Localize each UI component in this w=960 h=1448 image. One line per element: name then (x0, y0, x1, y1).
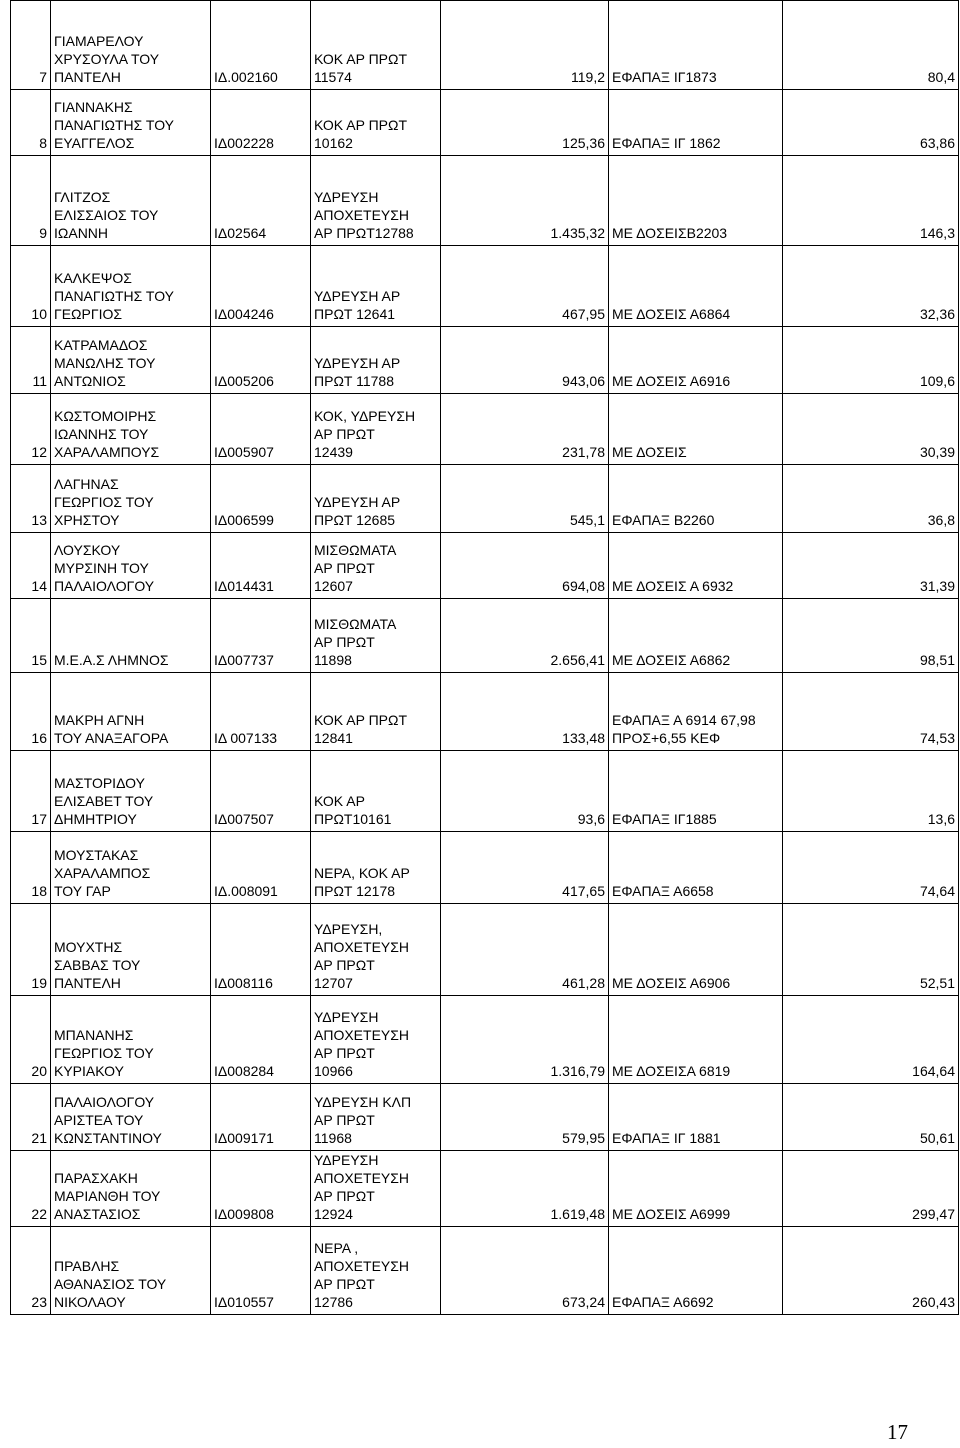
cell-line: ΕΦΑΠΑΞ Α 6914 67,98 (612, 712, 756, 728)
cell-line: ΑΠΟΧΕΤΕΥΣΗ (314, 1170, 410, 1186)
cell-line: ΕΦΑΠΑΞ ΙΓ 1862 (612, 135, 721, 151)
amount-cell: 545,1 (441, 465, 609, 533)
cell-line: ΠΑΝΤΕΛΗ (54, 69, 121, 85)
cell-line: ΓΛΙΤΖΟΣ (54, 189, 111, 205)
cell-line: ΥΔΡΕΥΣΗ ΑΡ (314, 355, 401, 371)
cell-line: ΜΟΥΧΤΗΣ (54, 939, 123, 955)
table-row (11, 1, 959, 90)
name-cell (51, 832, 211, 904)
payment-method-cell (609, 394, 783, 465)
payment-method-cell (609, 156, 783, 246)
cell-line: ΠΡΩΤ 12178 (314, 883, 396, 899)
fee-cell: 299,47 (783, 1151, 959, 1227)
description-cell (311, 327, 441, 394)
amount-cell: 579,95 (441, 1084, 609, 1151)
payment-method-cell (609, 465, 783, 533)
cell-line: ΜΕ ΔΟΣΕΙΣ (612, 444, 687, 460)
cell-line: ΠΡΑΒΛΗΣ (54, 1258, 120, 1274)
cell-line: ΣΑΒΒΑΣ ΤΟΥ (54, 957, 141, 973)
cell-line: ΚΟΚ ΑΡ (314, 793, 365, 809)
table-row (11, 246, 959, 327)
fee-cell: 36,8 (783, 465, 959, 533)
code-cell: ΙΔ004246 (211, 246, 311, 327)
cell-line: ΚΥΡΙΑΚΟΥ (54, 1063, 124, 1079)
code-cell: ΙΔ008116 (211, 904, 311, 996)
description-cell (311, 904, 441, 996)
code-cell: ΙΔ002228 (211, 90, 311, 156)
description-cell (311, 90, 441, 156)
name-cell (51, 1, 211, 90)
cell-line: ΧΑΡΑΛΑΜΠΟΣ (54, 865, 151, 881)
cell-line: ΕΦΑΠΑΞ Β2260 (612, 512, 715, 528)
amount-cell: 125,36 (441, 90, 609, 156)
table-row (11, 1227, 959, 1315)
description-cell (311, 1227, 441, 1315)
cell-line: ΓΕΩΡΓΙΟΣ ΤΟΥ (54, 494, 154, 510)
cell-line: ΜΑΡΙΑΝΘΗ ΤΟΥ (54, 1188, 161, 1204)
cell-line: ΜΕ ΔΟΣΕΙΣΑ 6819 (612, 1063, 731, 1079)
amount-cell: 231,78 (441, 394, 609, 465)
cell-line: 12707 (314, 975, 353, 991)
cell-line: ΓΙΑΝΝΑΚΗΣ (54, 99, 133, 115)
description-cell (311, 394, 441, 465)
name-cell (51, 533, 211, 599)
description-cell (311, 465, 441, 533)
amount-cell: 417,65 (441, 832, 609, 904)
fee-cell: 50,61 (783, 1084, 959, 1151)
cell-line: ΛΟΥΣΚΟΥ (54, 542, 121, 558)
amount-cell: 133,48 (441, 673, 609, 751)
payment-method-cell (609, 751, 783, 832)
name-cell (51, 673, 211, 751)
cell-line: ΕΥΑΓΓΕΛΟΣ (54, 135, 135, 151)
cell-line: ΥΔΡΕΥΣΗ (314, 1009, 379, 1025)
cell-line: ΓΕΩΡΓΙΟΣ ΤΟΥ (54, 1045, 154, 1061)
code-cell: ΙΔ007507 (211, 751, 311, 832)
row-number-cell: 10 (11, 246, 51, 327)
name-cell (51, 1084, 211, 1151)
table-row (11, 327, 959, 394)
cell-line: 10162 (314, 135, 353, 151)
cell-line: ΚΟΚ ΑΡ ΠΡΩΤ (314, 51, 408, 67)
description-cell (311, 1, 441, 90)
cell-line: ΧΑΡΑΛΑΜΠΟΥΣ (54, 444, 160, 460)
row-number-cell: 11 (11, 327, 51, 394)
cell-line: ΚΟΚ ΑΡ ΠΡΩΤ (314, 712, 408, 728)
cell-line: ΑΡ ΠΡΩΤ (314, 634, 375, 650)
description-cell (311, 673, 441, 751)
fee-cell: 74,64 (783, 832, 959, 904)
fee-cell: 80,4 (783, 1, 959, 90)
cell-line: ΚΟΚ ΑΡ ΠΡΩΤ (314, 117, 408, 133)
cell-line: ΠΑΝΑΓΙΩΤΗΣ ΤΟΥ (54, 288, 174, 304)
amount-cell: 673,24 (441, 1227, 609, 1315)
cell-line: 12607 (314, 578, 353, 594)
amount-cell: 694,08 (441, 533, 609, 599)
cell-line: ΚΑΛΚΕΨΟΣ (54, 270, 132, 286)
cell-line: ΜΕ ΔΟΣΕΙΣ Α 6932 (612, 578, 734, 594)
records-table (10, 0, 959, 1315)
cell-line: ΙΩΑΝΝΗ (54, 225, 109, 241)
name-cell (51, 90, 211, 156)
cell-line: ΜΟΥΣΤΑΚΑΣ (54, 847, 139, 863)
cell-line: ΧΡΥΣΟΥΛΑ ΤΟΥ (54, 51, 160, 67)
cell-line: ΤΟΥ ΓΑΡ (54, 883, 111, 899)
description-cell (311, 1084, 441, 1151)
cell-line: ΕΦΑΠΑΞ ΙΓ 1881 (612, 1130, 721, 1146)
code-cell: ΙΔ.002160 (211, 1, 311, 90)
table-row (11, 996, 959, 1084)
code-cell: ΙΔ009171 (211, 1084, 311, 1151)
code-cell: ΙΔ005206 (211, 327, 311, 394)
name-cell (51, 465, 211, 533)
cell-line: ΜΥΡΣΙΝΗ ΤΟΥ (54, 560, 149, 576)
cell-line: ΜΑΝΩΛΗΣ ΤΟΥ (54, 355, 156, 371)
cell-line: ΧΡΗΣΤΟΥ (54, 512, 120, 528)
cell-line: ΜΕ ΔΟΣΕΙΣΒ2203 (612, 225, 728, 241)
cell-line: ΚΟΚ, ΥΔΡΕΥΣΗ (314, 408, 416, 424)
payment-method-cell (609, 599, 783, 673)
fee-cell: 31,39 (783, 533, 959, 599)
amount-cell: 93,6 (441, 751, 609, 832)
cell-line: ΜΕ ΔΟΣΕΙΣ Α6862 (612, 652, 731, 668)
payment-method-cell (609, 1227, 783, 1315)
cell-line: ΕΦΑΠΑΞ Α6692 (612, 1294, 714, 1310)
cell-line: ΝΕΡΑ, ΚΟΚ ΑΡ (314, 865, 410, 881)
table-body (11, 1, 959, 1315)
cell-line: ΕΛΙΣΑΒΕΤ ΤΟΥ (54, 793, 154, 809)
cell-line: ΠΡΩΤ10161 (314, 811, 392, 827)
amount-cell: 943,06 (441, 327, 609, 394)
table-row (11, 533, 959, 599)
row-number-cell: 18 (11, 832, 51, 904)
cell-line: ΠΑΝΑΓΙΩΤΗΣ ΤΟΥ (54, 117, 174, 133)
row-number-cell: 22 (11, 1151, 51, 1227)
cell-line: ΑΡ ΠΡΩΤ (314, 1188, 375, 1204)
cell-line: ΤΟΥ ΑΝΑΞΑΓΟΡΑ (54, 730, 169, 746)
description-cell (311, 832, 441, 904)
cell-line: ΠΡΩΤ 12641 (314, 306, 396, 322)
cell-line: ΑΡΙΣΤΕΑ ΤΟΥ (54, 1112, 144, 1128)
row-number-cell: 9 (11, 156, 51, 246)
amount-cell: 2.656,41 (441, 599, 609, 673)
row-number-cell: 23 (11, 1227, 51, 1315)
cell-line: ΥΔΡΕΥΣΗ ΚΛΠ (314, 1094, 412, 1110)
cell-line: ΜΕ ΔΟΣΕΙΣ Α6999 (612, 1206, 731, 1222)
cell-line: 12786 (314, 1294, 353, 1310)
cell-line: ΕΦΑΠΑΞ Α6658 (612, 883, 714, 899)
row-number-cell: 13 (11, 465, 51, 533)
code-cell: ΙΔ010557 (211, 1227, 311, 1315)
fee-cell: 164,64 (783, 996, 959, 1084)
cell-line: 11968 (314, 1130, 352, 1146)
cell-line: ΠΡΟΣ+6,55 ΚΕΦ (612, 730, 721, 746)
amount-cell: 1.619,48 (441, 1151, 609, 1227)
name-cell (51, 1151, 211, 1227)
cell-line: ΑΡ ΠΡΩΤ (314, 560, 375, 576)
cell-line: ΕΦΑΠΑΞ ΙΓ1885 (612, 811, 717, 827)
fee-cell: 63,86 (783, 90, 959, 156)
cell-line: ΑΠΟΧΕΤΕΥΣΗ (314, 1027, 410, 1043)
fee-cell: 30,39 (783, 394, 959, 465)
name-cell (51, 599, 211, 673)
code-cell: ΙΔ02564 (211, 156, 311, 246)
cell-line: ΜΕ ΔΟΣΕΙΣ Α6864 (612, 306, 731, 322)
table-row (11, 156, 959, 246)
cell-line: ΥΔΡΕΥΣΗ ΑΡ (314, 288, 401, 304)
cell-line: ΑΝΑΣΤΑΣΙΟΣ (54, 1206, 141, 1222)
payment-method-cell (609, 1151, 783, 1227)
code-cell: ΙΔ007737 (211, 599, 311, 673)
cell-line: 10966 (314, 1063, 353, 1079)
cell-line: ΜΕ ΔΟΣΕΙΣ Α6916 (612, 373, 731, 389)
row-number-cell: 14 (11, 533, 51, 599)
amount-cell: 119,2 (441, 1, 609, 90)
payment-method-cell (609, 1, 783, 90)
table-row (11, 904, 959, 996)
fee-cell: 52,51 (783, 904, 959, 996)
name-cell (51, 156, 211, 246)
cell-line: ΜΑΣΤΟΡΙΔΟΥ (54, 775, 145, 791)
payment-method-cell (609, 90, 783, 156)
description-cell (311, 1151, 441, 1227)
cell-line: ΑΡ ΠΡΩΤ (314, 1112, 375, 1128)
cell-line: ΑΠΟΧΕΤΕΥΣΗ (314, 939, 410, 955)
cell-line: Μ.Ε.Α.Σ ΛΗΜΝΟΣ (54, 652, 169, 668)
fee-cell: 13,6 (783, 751, 959, 832)
cell-line: ΚΩΣΤΟΜΟΙΡΗΣ (54, 408, 157, 424)
table-row (11, 1084, 959, 1151)
row-number-cell: 16 (11, 673, 51, 751)
cell-line: ΝΙΚΟΛΑΟΥ (54, 1294, 126, 1310)
cell-line: ΔΗΜΗΤΡΙΟΥ (54, 811, 137, 827)
description-cell (311, 996, 441, 1084)
cell-line: ΑΠΟΧΕΤΕΥΣΗ (314, 207, 410, 223)
cell-line: ΕΦΑΠΑΞ ΙΓ1873 (612, 69, 717, 85)
cell-line: ΑΝΤΩΝΙΟΣ (54, 373, 126, 389)
code-cell: ΙΔ014431 (211, 533, 311, 599)
fee-cell: 146,3 (783, 156, 959, 246)
cell-line: ΙΩΑΝΝΗΣ ΤΟΥ (54, 426, 149, 442)
code-cell: ΙΔ.008091 (211, 832, 311, 904)
payment-method-cell (609, 533, 783, 599)
description-cell (311, 599, 441, 673)
cell-line: ΥΔΡΕΥΣΗ (314, 1152, 379, 1168)
payment-method-cell (609, 1084, 783, 1151)
name-cell (51, 996, 211, 1084)
payment-method-cell (609, 996, 783, 1084)
cell-line: ΥΔΡΕΥΣΗ, (314, 921, 383, 937)
description-cell (311, 751, 441, 832)
name-cell (51, 327, 211, 394)
payment-method-cell (609, 904, 783, 996)
cell-line: ΥΔΡΕΥΣΗ (314, 189, 379, 205)
code-cell: ΙΔ005907 (211, 394, 311, 465)
code-cell: ΙΔ009808 (211, 1151, 311, 1227)
row-number-cell: 17 (11, 751, 51, 832)
fee-cell: 32,36 (783, 246, 959, 327)
cell-line: ΜΙΣΘΩΜΑΤΑ (314, 616, 397, 632)
cell-line: 12924 (314, 1206, 353, 1222)
cell-line: ΕΛΙΣΣΑΙΟΣ ΤΟΥ (54, 207, 159, 223)
document-sheet (10, 0, 958, 1315)
row-number-cell: 15 (11, 599, 51, 673)
cell-line: ΠΑΝΤΕΛΗ (54, 975, 121, 991)
table-row (11, 90, 959, 156)
payment-method-cell (609, 673, 783, 751)
cell-line: ΑΡ ΠΡΩΤ (314, 1045, 375, 1061)
table-row (11, 394, 959, 465)
cell-line: ΑΡ ΠΡΩΤ (314, 1276, 375, 1292)
cell-line: ΜΑΚΡΗ ΑΓΝΗ (54, 712, 145, 728)
page-number: 17 (887, 1420, 908, 1444)
amount-cell: 1.316,79 (441, 996, 609, 1084)
payment-method-cell (609, 832, 783, 904)
cell-line: ΚΑΤΡΑΜΑΔΟΣ (54, 337, 148, 353)
fee-cell: 109,6 (783, 327, 959, 394)
amount-cell: 461,28 (441, 904, 609, 996)
cell-line: 11898 (314, 652, 352, 668)
table-row (11, 599, 959, 673)
row-number-cell: 8 (11, 90, 51, 156)
cell-line: ΑΡ ΠΡΩΤ (314, 426, 375, 442)
name-cell (51, 751, 211, 832)
cell-line: ΝΕΡΑ , (314, 1240, 359, 1256)
cell-line: ΑΘΑΝΑΣΙΟΣ ΤΟΥ (54, 1276, 167, 1292)
cell-line: ΠΡΩΤ 11788 (314, 373, 394, 389)
description-cell (311, 533, 441, 599)
table-row (11, 1151, 959, 1227)
fee-cell: 98,51 (783, 599, 959, 673)
table-row (11, 465, 959, 533)
row-number-cell: 21 (11, 1084, 51, 1151)
cell-line: ΚΩΝΣΤΑΝΤΙΝΟΥ (54, 1130, 162, 1146)
table-row (11, 673, 959, 751)
row-number-cell: 20 (11, 996, 51, 1084)
cell-line: ΑΠΟΧΕΤΕΥΣΗ (314, 1258, 410, 1274)
fee-cell: 260,43 (783, 1227, 959, 1315)
cell-line: ΠΑΡΑΣΧΑΚΗ (54, 1170, 138, 1186)
cell-line: ΠΑΛΑΙΟΛΟΓΟΥ (54, 1094, 155, 1110)
payment-method-cell (609, 327, 783, 394)
cell-line: ΠΡΩΤ 12685 (314, 512, 396, 528)
cell-line: ΜΕ ΔΟΣΕΙΣ Α6906 (612, 975, 731, 991)
fee-cell: 74,53 (783, 673, 959, 751)
cell-line: 11574 (314, 69, 352, 85)
cell-line: ΓΕΩΡΓΙΟΣ (54, 306, 122, 322)
cell-line: ΑΡ ΠΡΩΤ12788 (314, 225, 414, 241)
cell-line: 12841 (314, 730, 353, 746)
cell-line: ΠΑΛΑΙΟΛΟΓΟΥ (54, 578, 155, 594)
cell-line: ΑΡ ΠΡΩΤ (314, 957, 375, 973)
code-cell: ΙΔ 007133 (211, 673, 311, 751)
cell-line: ΥΔΡΕΥΣΗ ΑΡ (314, 494, 401, 510)
code-cell: ΙΔ006599 (211, 465, 311, 533)
cell-line: ΜΠΑΝΑΝΗΣ (54, 1027, 134, 1043)
name-cell (51, 246, 211, 327)
cell-line: ΛΑΓΗΝΑΣ (54, 476, 119, 492)
description-cell (311, 156, 441, 246)
amount-cell: 1.435,32 (441, 156, 609, 246)
row-number-cell: 12 (11, 394, 51, 465)
amount-cell: 467,95 (441, 246, 609, 327)
name-cell (51, 904, 211, 996)
description-cell (311, 246, 441, 327)
row-number-cell: 19 (11, 904, 51, 996)
cell-line: ΓΙΑΜΑΡΕΛΟΥ (54, 33, 144, 49)
cell-line: 12439 (314, 444, 353, 460)
code-cell: ΙΔ008284 (211, 996, 311, 1084)
cell-line: ΜΙΣΘΩΜΑΤΑ (314, 542, 397, 558)
table-row (11, 751, 959, 832)
name-cell (51, 1227, 211, 1315)
row-number-cell: 7 (11, 1, 51, 90)
table-row (11, 832, 959, 904)
payment-method-cell (609, 246, 783, 327)
name-cell (51, 394, 211, 465)
